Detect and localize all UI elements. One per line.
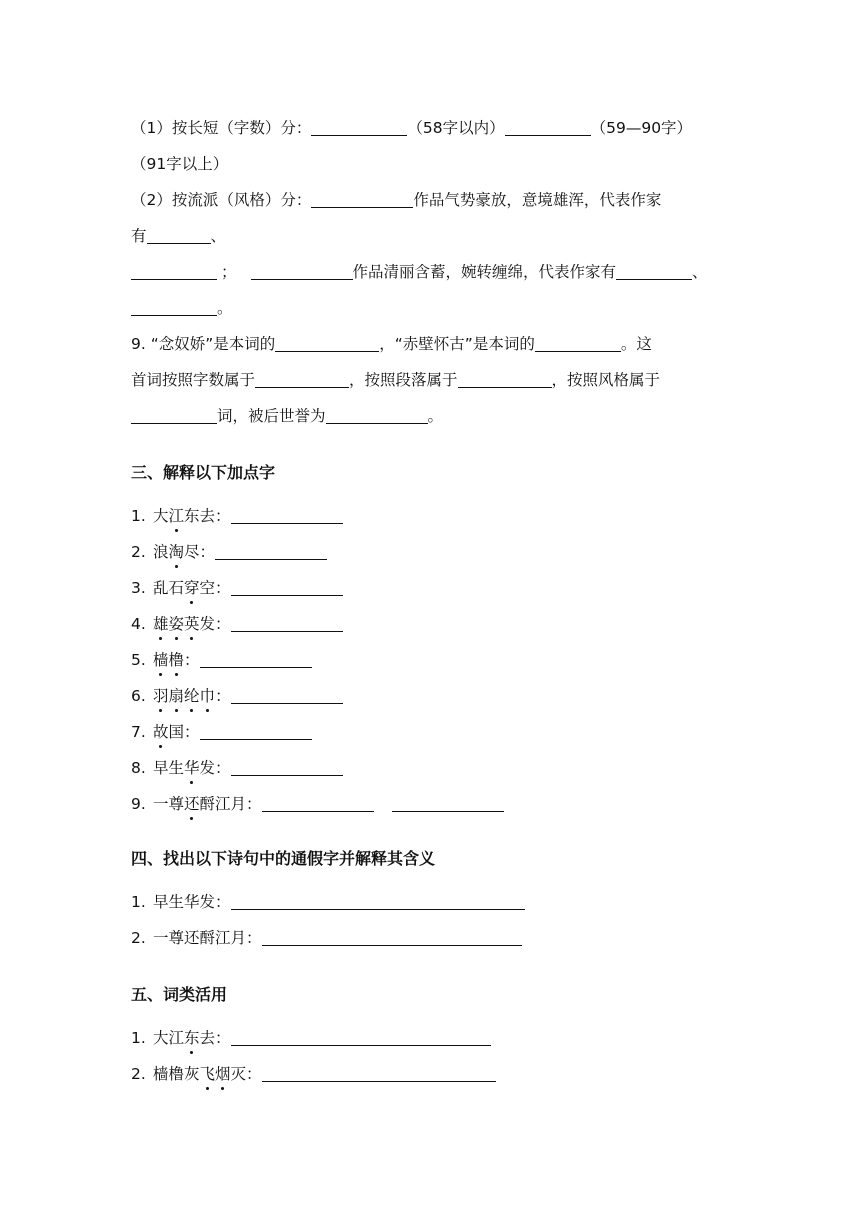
section-4-title: 四、找出以下诗句中的通假字并解释其含义 [131, 849, 436, 868]
answer-blank[interactable] [200, 651, 312, 668]
text-segment: 酹江月： [199, 795, 262, 813]
list-item [131, 758, 343, 780]
answer-blank[interactable] [231, 759, 343, 776]
dotted-character: 雄 [153, 615, 169, 633]
text-segment: 浪 [153, 543, 169, 561]
line-graceful-school [131, 262, 708, 284]
dotted-character: 扇 [168, 687, 185, 705]
text-segment: ，按照风格属于 [551, 371, 661, 389]
text-segment: 。 [427, 407, 444, 425]
text-segment: 东去： [184, 507, 231, 525]
text-segment: 去： [199, 1029, 231, 1047]
dotted-character: 姿 [168, 615, 185, 633]
dotted-character: 还 [184, 795, 200, 813]
answer-blank[interactable] [231, 579, 343, 596]
text-segment: 发： [199, 759, 231, 777]
text-segment: 有 [131, 227, 147, 245]
line-bold-authors [131, 226, 226, 248]
text-segment: （1）按长短（字数）分： [131, 119, 312, 137]
dotted-character [200, 1065, 231, 1083]
dotted-character: 华 [184, 759, 200, 777]
text-segment: 乱石 [153, 579, 185, 597]
list-item [131, 794, 504, 816]
text-segment: 空： [199, 579, 231, 597]
text-segment: 灭： [230, 1065, 262, 1083]
blank-medium-poem[interactable] [505, 119, 591, 136]
dotted-character: 巾 [199, 687, 216, 705]
list-item [131, 928, 522, 950]
item-number: 1. [131, 507, 146, 525]
dotted-character [153, 615, 200, 633]
text-segment: 一尊 [153, 795, 185, 813]
dotted-character: 飞 [199, 1065, 216, 1083]
item-number: 7. [131, 723, 146, 741]
item-number: 1. [131, 893, 146, 911]
line-style-classification [131, 190, 661, 212]
item-number: 6. [131, 687, 146, 705]
list-item [131, 1028, 491, 1050]
list-item [131, 650, 312, 672]
text-segment: 、 [692, 263, 708, 281]
text-segment: ： [184, 651, 200, 669]
text-segment: （59—90字） [590, 119, 693, 137]
answer-blank[interactable] [262, 929, 522, 946]
text-segment: 一尊还酹江月： [153, 929, 262, 947]
text-segment: ： [215, 687, 231, 705]
line-question-9-cont [131, 370, 660, 392]
text-segment: 早生华发： [153, 893, 231, 911]
item-number: 2. [131, 1065, 146, 1083]
blank-graceful-author-1[interactable] [616, 263, 692, 280]
list-item [131, 542, 327, 564]
item-number: 1. [131, 1029, 146, 1047]
dotted-character: 橹 [168, 651, 185, 669]
text-segment: 樯橹灰 [153, 1065, 200, 1083]
item-number: 5. [131, 651, 146, 669]
blank-bold-author-2[interactable] [131, 263, 217, 280]
text-segment: ； [221, 263, 237, 281]
answer-blank[interactable] [215, 543, 327, 560]
text-segment: （2）按流派（风格）分： [131, 191, 312, 209]
blank-bold-school[interactable] [311, 191, 413, 208]
list-item [131, 1064, 496, 1086]
line-question-9 [131, 334, 652, 356]
blank-bold-author-1[interactable] [147, 227, 211, 244]
line-graceful-author-2 [131, 298, 233, 320]
text-segment: 发： [199, 615, 231, 633]
list-item [131, 614, 343, 636]
blank-by-style[interactable] [131, 407, 217, 424]
text-segment: 尽： [184, 543, 216, 561]
answer-blank[interactable] [231, 893, 525, 910]
text-segment: （91字以上） [131, 155, 229, 173]
dotted-character: 东 [184, 1029, 200, 1047]
dotted-character: 故 [153, 723, 169, 741]
item-number: 8. [131, 759, 146, 777]
section-3-title: 三、解释以下加点字 [131, 463, 276, 482]
list-item [131, 722, 312, 744]
line-length-classification [131, 118, 692, 140]
list-item [131, 578, 343, 600]
blank-title[interactable] [535, 335, 621, 352]
text-segment: 9. “念奴娇”是本词的 [131, 335, 276, 353]
item-number: 3. [131, 579, 146, 597]
dotted-character [153, 687, 215, 705]
text-segment: 、 [210, 227, 227, 245]
blank-praised-as[interactable] [326, 407, 428, 424]
list-item [131, 506, 343, 528]
dotted-character: 烟 [215, 1065, 231, 1083]
list-item [131, 686, 343, 708]
text-segment: ，按照段落属于 [349, 371, 458, 389]
answer-blank[interactable] [200, 723, 312, 740]
blank-graceful-author-2[interactable] [131, 299, 217, 316]
text-segment: （58字以内） [407, 119, 505, 137]
item-number: 9. [131, 795, 146, 813]
item-number: 4. [131, 615, 146, 633]
list-item [131, 892, 525, 914]
blank-cipai[interactable] [275, 335, 379, 352]
item-number: 2. [131, 543, 146, 561]
blank-by-length[interactable] [255, 371, 349, 388]
text-segment: 。这 [620, 335, 652, 353]
text-segment: 大江 [153, 1029, 185, 1047]
answer-blank[interactable] [231, 1029, 491, 1046]
section-5-title: 五、词类活用 [131, 985, 228, 1004]
dotted-character [153, 651, 184, 669]
answer-blank[interactable] [231, 615, 343, 632]
text-segment: 词，被后世誉为 [217, 407, 326, 425]
text-segment: 作品气势豪放，意境雄浑，代表作家 [413, 191, 662, 209]
answer-blank[interactable] [262, 1065, 496, 1082]
item-number: 2. [131, 929, 146, 947]
blank-short-poem[interactable] [311, 119, 407, 136]
answer-blank[interactable] [231, 687, 343, 704]
answer-blank[interactable] [262, 795, 374, 812]
line-question-9-end [131, 406, 443, 428]
dotted-character: 淘 [168, 543, 185, 561]
blank-graceful-school[interactable] [251, 263, 353, 280]
dotted-character: 羽 [153, 687, 169, 705]
text-segment: ，“赤壁怀古”是本词的 [379, 335, 535, 353]
dotted-character: 樯 [153, 651, 169, 669]
blank-by-stanza[interactable] [458, 371, 552, 388]
text-segment: 早生 [153, 759, 185, 777]
text-segment: 国： [168, 723, 200, 741]
line-long-poem [131, 154, 228, 176]
dotted-character: 纶 [184, 687, 200, 705]
dotted-character: 穿 [184, 579, 200, 597]
answer-blank[interactable] [392, 795, 504, 812]
dotted-character: 英 [184, 615, 200, 633]
dotted-character: 江 [168, 507, 185, 525]
text-segment: 首词按照字数属于 [131, 371, 256, 389]
text-segment: 作品清丽含蓄，婉转缠绵，代表作家有 [352, 263, 617, 281]
answer-blank[interactable] [231, 507, 343, 524]
text-segment: 。 [217, 299, 233, 317]
text-segment: 大 [153, 507, 169, 525]
